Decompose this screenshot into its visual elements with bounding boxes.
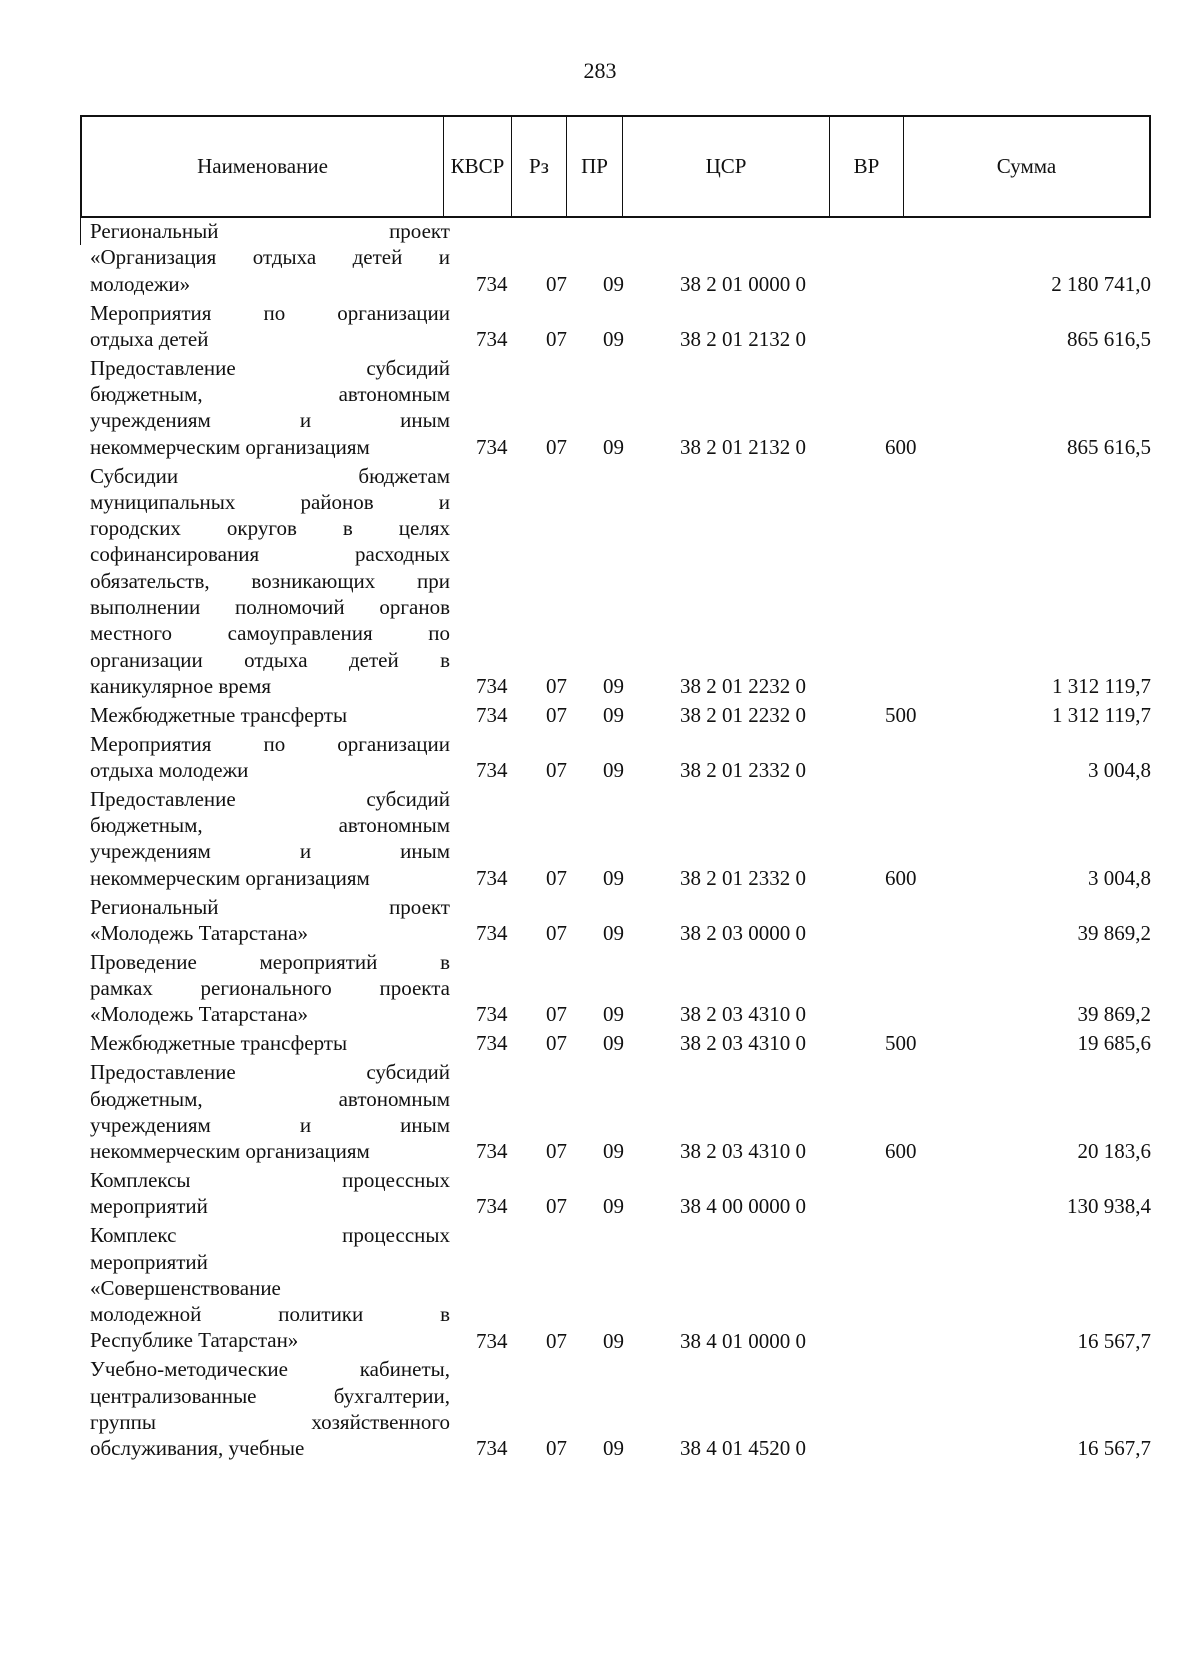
table-row (80, 218, 1151, 297)
row-name-line: организации отдыха детей в (90, 647, 450, 672)
row-name-line: выполнении полномочий органов (90, 594, 450, 619)
row-csr: 38 2 03 0000 0 (680, 920, 806, 945)
row-name-line: Комплексы процессных (90, 1168, 450, 1193)
row-name (90, 1222, 450, 1353)
row-sum: 2 180 741,0 (1051, 271, 1151, 296)
row-rz: 07 (546, 271, 567, 296)
row-sum: 19 685,6 (1077, 1031, 1151, 1056)
row-rz: 07 (546, 920, 567, 945)
budget-table (80, 115, 1151, 1461)
row-pr: 09 (603, 271, 624, 296)
row-name (90, 1167, 450, 1220)
row-rz: 07 (546, 1328, 567, 1353)
row-pr: 09 (603, 702, 624, 727)
table-row (80, 463, 1151, 700)
row-pr: 09 (603, 1002, 624, 1027)
row-vr: 600 (885, 865, 917, 890)
row-sum: 20 183,6 (1077, 1139, 1151, 1164)
row-pr: 09 (603, 1194, 624, 1219)
header-name: Наименование (197, 154, 328, 178)
row-name-line: мероприятий (90, 1194, 208, 1219)
row-name-line: муниципальных районов и (90, 489, 450, 514)
row-name-line: рамках регионального проекта (90, 976, 450, 1001)
row-pr: 09 (603, 326, 624, 351)
table-row (80, 300, 1151, 353)
row-name-line: Субсидии бюджетам (90, 463, 450, 488)
table-body (80, 218, 1151, 1678)
row-csr: 38 2 01 2132 0 (680, 434, 806, 459)
row-sum: 3 004,8 (1088, 757, 1151, 782)
row-rz: 07 (546, 673, 567, 698)
row-name (90, 1356, 450, 1461)
row-name-line: местного самоуправления по (90, 621, 450, 646)
row-name-line: бюджетным, автономным (90, 1086, 450, 1111)
row-name-line: «Молодежь Татарстана» (90, 1002, 309, 1027)
row-name (90, 731, 450, 784)
row-vr: 600 (885, 1139, 917, 1164)
row-name-line: Комплекс процессных (90, 1223, 450, 1248)
row-name-line: каникулярное время (90, 673, 272, 698)
row-sum: 1 312 119,7 (1052, 702, 1151, 727)
row-name-line: Межбюджетные трансферты (90, 1031, 348, 1056)
row-pr: 09 (603, 1031, 624, 1056)
row-name (90, 702, 450, 728)
row-name-line: молодежной политики в (90, 1302, 450, 1327)
row-name (90, 218, 450, 297)
row-pr: 09 (603, 673, 624, 698)
table-row (80, 702, 1151, 728)
row-kvsr: 734 (476, 1194, 508, 1219)
row-kvsr: 734 (476, 1328, 508, 1353)
row-name-line: Учебно-методические кабинеты, (90, 1357, 450, 1382)
page-number: 283 (583, 58, 617, 83)
row-name-line: централизованные бухгалтерии, (90, 1383, 450, 1408)
row-name-line: молодежи» (90, 271, 191, 296)
row-pr: 09 (603, 1328, 624, 1353)
row-name-line: софинансирования расходных (90, 542, 450, 567)
row-rz: 07 (546, 757, 567, 782)
row-name-line: Проведение мероприятий в (90, 949, 450, 974)
row-name-line: «Молодежь Татарстана» (90, 920, 309, 945)
row-name (90, 463, 450, 700)
row-csr: 38 2 01 2232 0 (680, 702, 806, 727)
row-sum: 16 567,7 (1077, 1328, 1151, 1353)
row-name-line: Предоставление субсидий (90, 786, 450, 811)
row-name-line: мероприятий (90, 1249, 208, 1274)
row-sum: 865 616,5 (1067, 326, 1151, 351)
row-name-line: Предоставление субсидий (90, 1060, 450, 1085)
header-csr: ЦСР (622, 117, 829, 216)
row-sum: 865 616,5 (1067, 434, 1151, 459)
row-kvsr: 734 (476, 1002, 508, 1027)
row-csr: 38 4 01 4520 0 (680, 1436, 806, 1461)
row-name-line: «Совершенствование (90, 1275, 281, 1300)
row-kvsr: 734 (476, 1031, 508, 1056)
row-name (90, 894, 450, 947)
row-rz: 07 (546, 1194, 567, 1219)
row-name-line: Региональный проект (90, 219, 450, 243)
row-csr: 38 4 01 0000 0 (680, 1328, 806, 1353)
row-kvsr: 734 (476, 757, 508, 782)
row-name-line: группы хозяйственного (90, 1409, 450, 1434)
row-kvsr: 734 (476, 673, 508, 698)
row-name-line: городских округов в целях (90, 516, 450, 541)
table-row (80, 355, 1151, 460)
row-rz: 07 (546, 1436, 567, 1461)
row-name-line: некоммерческим организациям (90, 434, 370, 459)
row-pr: 09 (603, 865, 624, 890)
row-name-line: обязательств, возникающих при (90, 568, 450, 593)
row-name (90, 949, 450, 1028)
row-kvsr: 734 (476, 920, 508, 945)
row-sum: 130 938,4 (1067, 1194, 1151, 1219)
row-name-line: Мероприятия по организации (90, 731, 450, 756)
table-row (80, 1167, 1151, 1220)
table-row (80, 1356, 1151, 1461)
row-sum: 39 869,2 (1077, 1002, 1151, 1027)
header-kvsr: КВСР (443, 117, 511, 216)
row-name-line: Предоставление субсидий (90, 355, 450, 380)
row-name-line: некоммерческим организациям (90, 1139, 370, 1164)
row-name (90, 1059, 450, 1164)
row-sum: 16 567,7 (1077, 1436, 1151, 1461)
row-sum: 39 869,2 (1077, 920, 1151, 945)
row-rz: 07 (546, 1139, 567, 1164)
row-name (90, 786, 450, 891)
row-name-line: учреждениям и иным (90, 408, 450, 433)
row-name-line: Мероприятия по организации (90, 300, 450, 325)
row-kvsr: 734 (476, 326, 508, 351)
row-rz: 07 (546, 865, 567, 890)
row-rz: 07 (546, 326, 567, 351)
table-row (80, 1222, 1151, 1354)
row-csr: 38 2 03 4310 0 (680, 1139, 806, 1164)
row-rz: 07 (546, 702, 567, 727)
row-name-line: обслуживания, учебные (90, 1436, 305, 1461)
row-sum: 3 004,8 (1088, 865, 1151, 890)
row-pr: 09 (603, 757, 624, 782)
header-sum: Сумма (903, 117, 1149, 216)
row-name-line: «Организация отдыха детей и (90, 245, 450, 270)
header-vr: ВР (829, 117, 903, 216)
row-name (90, 1030, 450, 1056)
row-kvsr: 734 (476, 702, 508, 727)
row-pr: 09 (603, 1436, 624, 1461)
row-rz: 07 (546, 434, 567, 459)
table-header (80, 115, 1151, 218)
header-pr: ПР (566, 117, 622, 216)
row-kvsr: 734 (476, 865, 508, 890)
row-csr: 38 2 01 2232 0 (680, 673, 806, 698)
row-name-line: отдыха детей (90, 326, 209, 351)
table-row (80, 786, 1151, 891)
row-kvsr: 734 (476, 1436, 508, 1461)
table-row (80, 731, 1151, 784)
table-row (80, 1030, 1151, 1056)
header-rz: Рз (511, 117, 566, 216)
row-sum: 1 312 119,7 (1052, 673, 1151, 698)
row-name-line: Республике Татарстан» (90, 1328, 299, 1353)
row-name-line: отдыха молодежи (90, 757, 249, 782)
row-csr: 38 2 03 4310 0 (680, 1002, 806, 1027)
row-kvsr: 734 (476, 1139, 508, 1164)
row-name (90, 355, 450, 460)
row-name-line: учреждениям и иным (90, 839, 450, 864)
row-csr: 38 2 01 2332 0 (680, 757, 806, 782)
row-name-line: учреждениям и иным (90, 1112, 450, 1137)
row-csr: 38 2 01 2132 0 (680, 326, 806, 351)
row-pr: 09 (603, 434, 624, 459)
row-vr: 500 (885, 1031, 917, 1056)
table-row (80, 1059, 1151, 1164)
row-rz: 07 (546, 1031, 567, 1056)
row-kvsr: 734 (476, 434, 508, 459)
row-csr: 38 4 00 0000 0 (680, 1194, 806, 1219)
table-row (80, 894, 1151, 947)
row-csr: 38 2 03 4310 0 (680, 1031, 806, 1056)
row-kvsr: 734 (476, 271, 508, 296)
row-name-line: бюджетным, автономным (90, 813, 450, 838)
row-vr: 500 (885, 702, 917, 727)
row-name-line: Межбюджетные трансферты (90, 702, 348, 727)
row-csr: 38 2 01 0000 0 (680, 271, 806, 296)
row-name-line: Региональный проект (90, 894, 450, 919)
row-pr: 09 (603, 1139, 624, 1164)
row-pr: 09 (603, 920, 624, 945)
row-name (90, 300, 450, 353)
row-vr: 600 (885, 434, 917, 459)
row-name-line: бюджетным, автономным (90, 381, 450, 406)
row-csr: 38 2 01 2332 0 (680, 865, 806, 890)
table-row (80, 949, 1151, 1028)
row-name-line: некоммерческим организациям (90, 865, 370, 890)
row-rz: 07 (546, 1002, 567, 1027)
